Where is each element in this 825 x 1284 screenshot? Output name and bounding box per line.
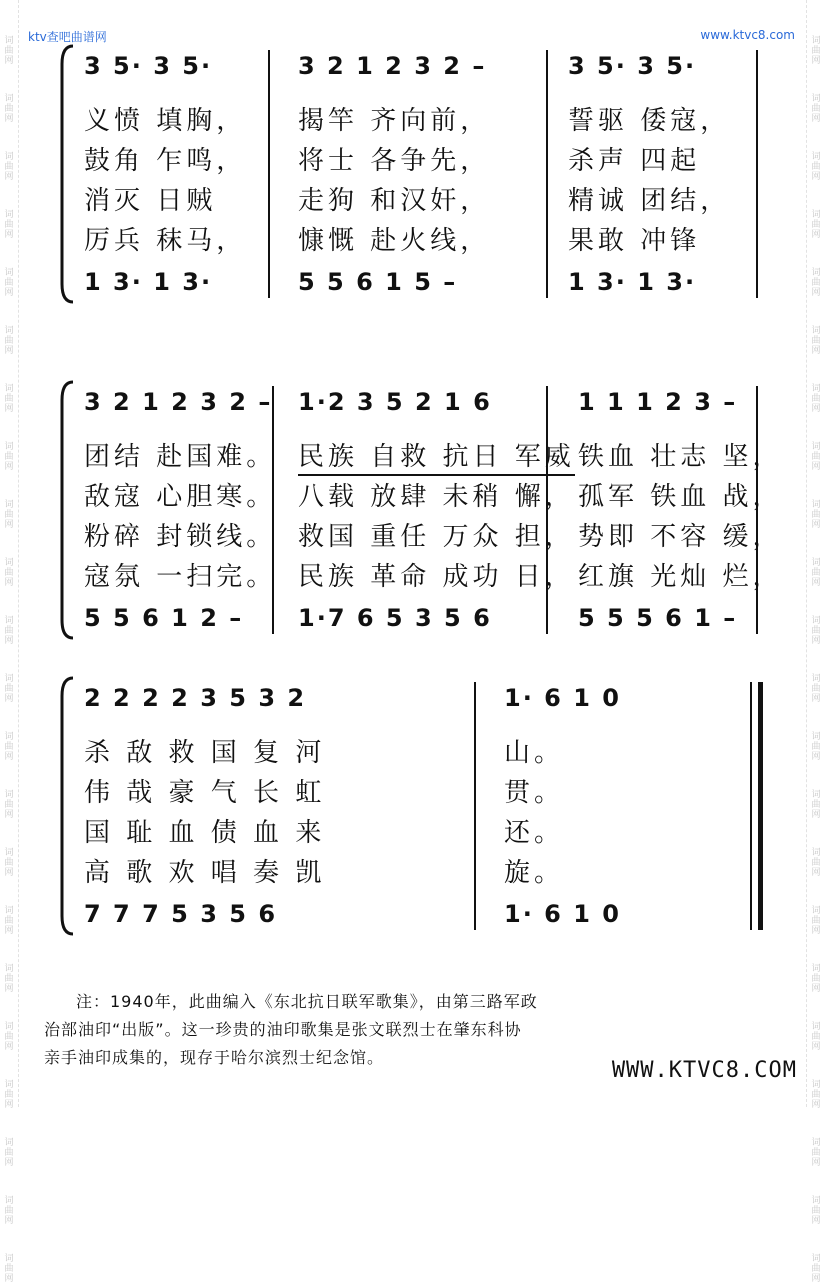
watermark-glyph: 网	[4, 694, 14, 704]
watermark-glyph: 网	[811, 868, 821, 878]
watermark-glyph-group	[4, 674, 13, 704]
watermark-glyph: 词	[4, 152, 14, 162]
watermark-glyph: 曲	[4, 626, 14, 636]
watermark-glyph: 曲	[811, 1206, 821, 1216]
watermark-glyph-group	[4, 558, 13, 588]
watermark-glyph: 词	[811, 94, 821, 104]
watermark-glyph-group	[811, 848, 820, 878]
measure: 1 1 1 2 3 –	[578, 388, 738, 416]
watermark-glyph: 曲	[4, 162, 14, 172]
watermark-glyph: 词	[4, 442, 14, 452]
watermark-glyph: 曲	[811, 104, 821, 114]
lyric-verse-4: 高 歌 欢 唱 奏 凯 旋。	[84, 858, 565, 888]
watermark-glyph: 网	[4, 1216, 14, 1226]
watermark-glyph: 曲	[4, 1206, 14, 1216]
watermark-glyph: 曲	[4, 510, 14, 520]
watermark-glyph-group	[4, 500, 13, 530]
watermark-glyph: 曲	[811, 916, 821, 926]
watermark-glyph: 网	[811, 926, 821, 936]
watermark-glyph: 曲	[811, 220, 821, 230]
watermark-glyph: 曲	[811, 684, 821, 694]
measure: 1· 6 1 0	[504, 684, 621, 712]
watermark-glyph: 网	[811, 346, 821, 356]
watermark-glyph: 曲	[4, 800, 14, 810]
watermark-glyph: 词	[4, 1022, 14, 1032]
watermark-glyph-group	[4, 964, 13, 994]
watermark-glyph-group	[811, 326, 820, 356]
footnote-line: 治部油印“出版”。这一珍贵的油印歌集是张文联烈士在肇东科协	[44, 1020, 522, 1039]
watermark-glyph: 曲	[4, 394, 14, 404]
upper-notes-row	[84, 388, 780, 428]
watermark-glyph-group	[811, 1196, 820, 1226]
score-system-3	[60, 676, 780, 936]
watermark-glyph: 曲	[811, 278, 821, 288]
measure: 1 3· 1 3·	[568, 268, 697, 296]
watermark-glyph-group	[4, 36, 13, 66]
watermark-glyph-group	[811, 500, 820, 530]
watermark-glyph: 词	[811, 442, 821, 452]
watermark-glyph: 词	[811, 906, 821, 916]
watermark-glyph-group	[811, 732, 820, 762]
watermark-glyph: 词	[811, 674, 821, 684]
watermark-glyph: 网	[4, 1042, 14, 1052]
lyric-verse-4: 寇氛 一扫完。 民族 革命 成功 日， 红旗 光灿 烂，	[84, 562, 783, 592]
watermark-glyph: 网	[811, 1042, 821, 1052]
watermark-glyph: 网	[811, 578, 821, 588]
watermark-glyph: 词	[4, 268, 14, 278]
watermark-glyph-group	[811, 906, 820, 936]
watermark-glyph-group	[4, 210, 13, 240]
watermark-glyph: 曲	[811, 1032, 821, 1042]
watermark-glyph-group	[811, 616, 820, 646]
watermark-glyph: 词	[4, 558, 14, 568]
watermark-glyph: 网	[811, 288, 821, 298]
watermark-glyph: 词	[4, 1254, 14, 1264]
measure: 1·7 6 5 3 5 6	[298, 604, 492, 632]
measure: 5 5 5 6 1 –	[578, 604, 738, 632]
watermark-glyph: 网	[4, 752, 14, 762]
watermark-glyph: 曲	[4, 916, 14, 926]
footnote-line: 注：1940年，此曲编入《东北抗日联军歌集》，由第三路军政	[76, 992, 538, 1011]
watermark-glyph: 网	[811, 636, 821, 646]
watermark-glyph: 词	[811, 558, 821, 568]
watermark-glyph: 词	[4, 906, 14, 916]
watermark-glyph: 词	[811, 1196, 821, 1206]
watermark-glyph: 词	[811, 1254, 821, 1264]
watermark-glyph-group	[4, 616, 13, 646]
watermark-glyph: 曲	[811, 394, 821, 404]
watermark-glyph: 网	[811, 1274, 821, 1284]
watermark-glyph-group	[811, 152, 820, 182]
watermark-glyph-group	[811, 210, 820, 240]
upper-notes-row	[84, 684, 780, 724]
watermark-glyph: 网	[811, 230, 821, 240]
watermark-glyph-group	[811, 790, 820, 820]
watermark-glyph: 词	[811, 1138, 821, 1148]
watermark-glyph: 词	[4, 326, 14, 336]
lyric-verse-4: 厉兵 秣马， 慷慨 赴火线， 果敢 冲锋	[84, 226, 701, 256]
measure: 1 3· 1 3·	[84, 268, 213, 296]
watermark-glyph-group	[811, 1022, 820, 1052]
watermark-glyph: 曲	[4, 684, 14, 694]
footer-url: WWW.KTVC8.COM	[611, 1058, 797, 1083]
watermark-glyph-group	[811, 1080, 820, 1110]
score-system-1	[60, 44, 780, 304]
watermark-glyph: 网	[811, 1158, 821, 1168]
watermark-glyph: 词	[4, 36, 14, 46]
watermark-glyph-group	[4, 906, 13, 936]
system-bracket	[60, 380, 74, 640]
watermark-glyph: 词	[4, 848, 14, 858]
watermark-glyph: 词	[4, 964, 14, 974]
watermark-glyph: 曲	[4, 1032, 14, 1042]
watermark-glyph: 曲	[4, 104, 14, 114]
watermark-glyph: 曲	[811, 1090, 821, 1100]
watermark-glyph: 曲	[811, 568, 821, 578]
left-watermark-strip	[0, 0, 19, 1284]
watermark-glyph: 词	[811, 36, 821, 46]
watermark-glyph-group	[811, 1254, 820, 1284]
watermark-glyph: 网	[4, 172, 14, 182]
watermark-glyph: 网	[4, 810, 14, 820]
watermark-glyph: 词	[4, 616, 14, 626]
watermark-glyph: 词	[4, 790, 14, 800]
watermark-glyph: 词	[811, 790, 821, 800]
watermark-glyph: 曲	[4, 452, 14, 462]
watermark-glyph: 网	[4, 984, 14, 994]
watermark-glyph: 词	[4, 94, 14, 104]
watermark-glyph: 词	[811, 732, 821, 742]
watermark-glyph: 网	[4, 520, 14, 530]
watermark-glyph: 网	[4, 1100, 14, 1110]
watermark-glyph: 词	[811, 964, 821, 974]
watermark-glyph: 网	[811, 1100, 821, 1110]
measure: 1· 6 1 0	[504, 900, 621, 928]
watermark-glyph-group	[4, 326, 13, 356]
watermark-glyph: 网	[4, 230, 14, 240]
measure: 2 2 2 2 3 5 3 2	[84, 684, 307, 712]
lower-notes-row	[84, 268, 780, 308]
watermark-glyph: 词	[811, 210, 821, 220]
watermark-glyph: 曲	[4, 1148, 14, 1158]
watermark-glyph-group	[4, 1138, 13, 1168]
lyric-verse-1: 团结 赴国难。 民族 自救 抗日 军威 铁血 壮志 坚，	[84, 436, 780, 476]
watermark-glyph: 网	[811, 462, 821, 472]
watermark-glyph-group	[4, 152, 13, 182]
watermark-glyph: 词	[4, 210, 14, 220]
watermark-glyph: 曲	[4, 46, 14, 56]
watermark-glyph: 网	[4, 578, 14, 588]
watermark-glyph: 网	[4, 404, 14, 414]
watermark-glyph-group	[4, 790, 13, 820]
watermark-glyph-group	[811, 964, 820, 994]
watermark-glyph: 曲	[811, 162, 821, 172]
watermark-glyph-group	[811, 268, 820, 298]
watermark-glyph-group	[811, 442, 820, 472]
watermark-glyph: 曲	[811, 1264, 821, 1274]
watermark-glyph: 曲	[4, 742, 14, 752]
watermark-glyph: 网	[811, 404, 821, 414]
watermark-glyph: 网	[4, 1274, 14, 1284]
system-bracket	[60, 44, 74, 304]
watermark-glyph-group	[811, 558, 820, 588]
watermark-glyph: 网	[811, 56, 821, 66]
watermark-glyph: 曲	[811, 452, 821, 462]
measure: 3 2 1 2 3 2 –	[298, 52, 487, 80]
watermark-glyph: 词	[4, 500, 14, 510]
watermark-glyph: 词	[811, 1080, 821, 1090]
watermark-glyph: 网	[4, 288, 14, 298]
watermark-glyph: 词	[4, 732, 14, 742]
top-left-watermark: ktv查吧曲谱网	[28, 30, 107, 44]
watermark-glyph: 曲	[4, 278, 14, 288]
measure: 3 2 1 2 3 2 –	[84, 388, 273, 416]
footnote-line: 亲手油印成集的，现存于哈尔滨烈士纪念馆。	[44, 1048, 385, 1067]
lyric-verse-1: 杀 敌 救 国 复 河 山。	[84, 738, 565, 768]
measure: 5 5 6 1 2 –	[84, 604, 244, 632]
lyric-verse-1: 义愤 填胸， 揭竿 齐向前， 誓驱 倭寇，	[84, 106, 731, 136]
watermark-glyph-group	[4, 848, 13, 878]
watermark-glyph: 词	[811, 326, 821, 336]
watermark-glyph-group	[4, 94, 13, 124]
watermark-glyph-group	[4, 442, 13, 472]
system-bracket	[60, 676, 74, 936]
watermark-glyph-group	[4, 1080, 13, 1110]
watermark-glyph: 网	[811, 172, 821, 182]
watermark-glyph: 曲	[4, 1090, 14, 1100]
watermark-glyph: 词	[811, 848, 821, 858]
watermark-glyph: 词	[811, 152, 821, 162]
watermark-glyph: 网	[811, 520, 821, 530]
watermark-glyph: 曲	[811, 1148, 821, 1158]
score-system-2	[60, 380, 783, 640]
watermark-glyph: 曲	[4, 220, 14, 230]
watermark-glyph: 词	[4, 1080, 14, 1090]
watermark-glyph: 词	[4, 384, 14, 394]
lower-notes-row	[84, 900, 780, 940]
watermark-glyph-group	[811, 384, 820, 414]
measure: 3 5· 3 5·	[84, 52, 213, 80]
lower-notes-row	[84, 604, 780, 644]
upper-notes-row	[84, 52, 780, 92]
watermark-glyph: 曲	[811, 626, 821, 636]
watermark-glyph-group	[4, 732, 13, 762]
watermark-glyph: 网	[811, 810, 821, 820]
lyric-verse-3: 消灭 日贼 走狗 和汉奸， 精诚 团结，	[84, 186, 731, 216]
watermark-glyph: 网	[4, 114, 14, 124]
lyric-verse-3: 国 耻 血 债 血 来 还。	[84, 818, 565, 848]
watermark-glyph: 网	[811, 1216, 821, 1226]
watermark-glyph: 网	[811, 114, 821, 124]
watermark-glyph: 网	[811, 752, 821, 762]
watermark-glyph: 曲	[811, 742, 821, 752]
watermark-glyph: 曲	[811, 46, 821, 56]
watermark-glyph: 曲	[811, 800, 821, 810]
lyric-verse-3: 粉碎 封锁线。 救国 重任 万众 担， 势即 不容 缓，	[84, 522, 783, 552]
watermark-glyph: 网	[811, 984, 821, 994]
watermark-glyph: 曲	[811, 974, 821, 984]
watermark-glyph-group	[811, 674, 820, 704]
watermark-glyph-group	[811, 1138, 820, 1168]
watermark-glyph-group	[811, 36, 820, 66]
watermark-glyph: 曲	[4, 568, 14, 578]
watermark-glyph: 词	[4, 1196, 14, 1206]
watermark-glyph: 网	[4, 346, 14, 356]
watermark-glyph: 曲	[811, 336, 821, 346]
watermark-glyph: 词	[811, 1022, 821, 1032]
watermark-glyph-group	[4, 1196, 13, 1226]
watermark-glyph: 曲	[811, 858, 821, 868]
watermark-glyph: 词	[4, 1138, 14, 1148]
right-watermark-strip	[806, 0, 825, 1284]
measure: 3 5· 3 5·	[568, 52, 697, 80]
watermark-glyph: 曲	[4, 858, 14, 868]
watermark-glyph: 网	[4, 1158, 14, 1168]
watermark-glyph: 词	[811, 268, 821, 278]
watermark-glyph: 词	[811, 384, 821, 394]
measure: 5 5 6 1 5 –	[298, 268, 458, 296]
watermark-glyph: 网	[4, 462, 14, 472]
watermark-glyph: 曲	[4, 336, 14, 346]
watermark-glyph: 曲	[4, 974, 14, 984]
watermark-glyph: 网	[4, 636, 14, 646]
watermark-glyph: 词	[811, 616, 821, 626]
watermark-glyph-group	[4, 268, 13, 298]
watermark-glyph: 网	[811, 694, 821, 704]
watermark-glyph-group	[4, 384, 13, 414]
watermark-glyph-group	[4, 1022, 13, 1052]
watermark-glyph-group	[811, 94, 820, 124]
watermark-glyph: 网	[4, 56, 14, 66]
measure: 7 7 7 5 3 5 6	[84, 900, 278, 928]
watermark-glyph: 网	[4, 926, 14, 936]
top-right-watermark: www.ktvc8.com	[700, 28, 795, 42]
watermark-glyph: 曲	[4, 1264, 14, 1274]
watermark-glyph: 网	[4, 868, 14, 878]
watermark-glyph-group	[4, 1254, 13, 1284]
watermark-glyph: 词	[811, 500, 821, 510]
lyric-verse-2: 敌寇 心胆寒。 八载 放肆 未稍 懈， 孤军 铁血 战，	[84, 482, 783, 512]
lyric-verse-2: 鼓角 乍鸣， 将士 各争先， 杀声 四起	[84, 146, 701, 176]
lyric-verse-2: 伟 哉 豪 气 长 虹 贯。	[84, 778, 565, 808]
watermark-glyph: 词	[4, 674, 14, 684]
measure: 1·2 3 5 2 1 6	[298, 388, 492, 416]
watermark-glyph: 曲	[811, 510, 821, 520]
